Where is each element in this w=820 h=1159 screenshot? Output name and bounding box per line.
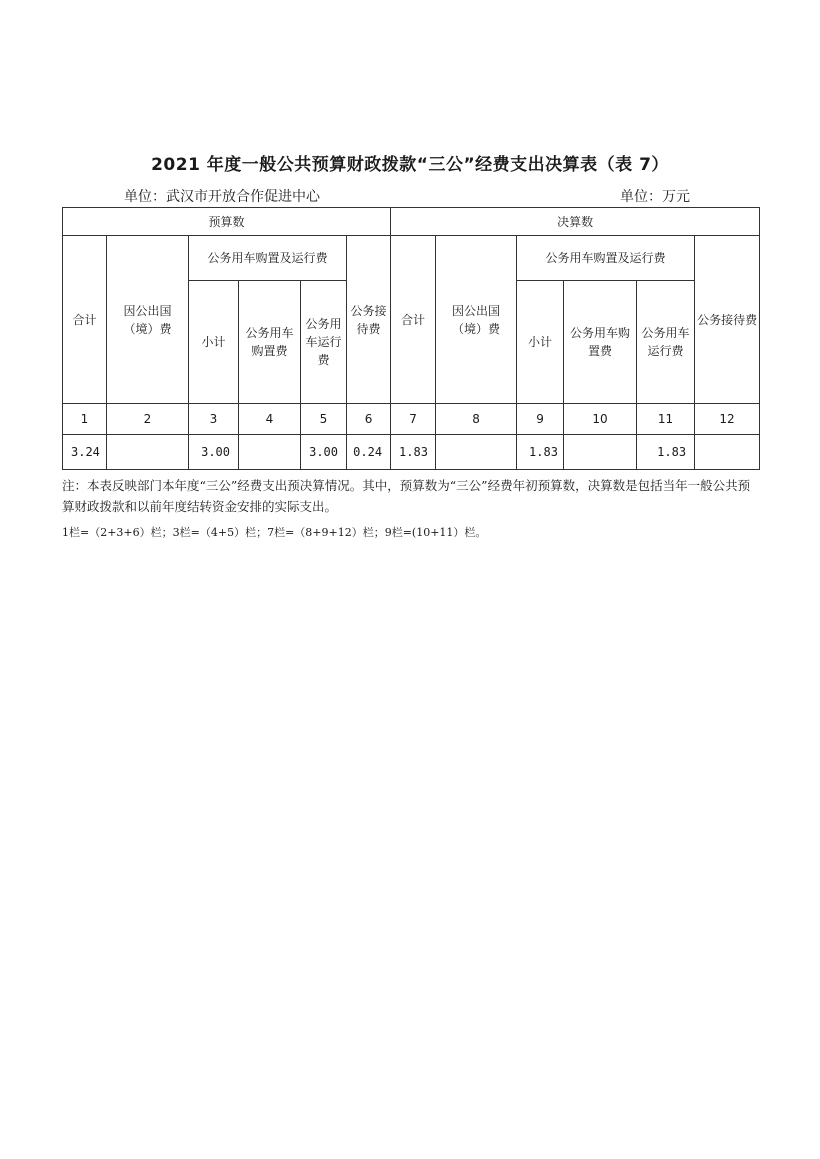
column-number: 3 (189, 404, 239, 435)
final-car-operation-header: 公务用车运行费 (637, 281, 695, 404)
final-group-header: 决算数 (391, 208, 760, 236)
table-row (63, 435, 760, 470)
budget-car-operation-header: 公务用车运行费 (301, 281, 347, 404)
budget-subtotal-header: 小计 (189, 281, 239, 404)
table-note: 注：本表反映部门本年度“三公”经费支出预决算情况。其中，预算数为“三公”经费年初预算数，决算数是包括当年一般公共预算财政拨款和以前年度结转资金安排的实际支出。 (62, 478, 751, 514)
final-reception-value (695, 435, 760, 470)
column-number: 9 (517, 404, 564, 435)
budget-car-group-header: 公务用车购置及运行费 (189, 236, 347, 281)
page-title: 2021 年度一般公共预算财政拨款“三公”经费支出决算表（表 7） (151, 155, 669, 175)
three-public-expenses-table (62, 207, 760, 470)
column-number-row (63, 404, 760, 435)
budget-car-operation-value: 3.00 (301, 435, 347, 470)
budget-car-purchase-header: 公务用车购置费 (239, 281, 301, 404)
column-number: 5 (301, 404, 347, 435)
final-car-purchase-header: 公务用车购置费 (564, 281, 637, 404)
column-formula: 1栏=（2+3+6）栏；3栏=（4+5）栏；7栏=（8+9+12）栏；9栏=(10+11）栏。 (62, 526, 487, 539)
final-reception-header: 公务接待费 (695, 236, 760, 404)
final-car-purchase-value (564, 435, 637, 470)
final-total-header: 合计 (391, 236, 436, 404)
column-number: 1 (63, 404, 107, 435)
budget-car-purchase-value (239, 435, 301, 470)
final-abroad-value (436, 435, 517, 470)
column-number: 7 (391, 404, 436, 435)
final-subtotal-value: 1.83 (517, 435, 564, 470)
budget-total-header: 合计 (63, 236, 107, 404)
budget-reception-value: 0.24 (347, 435, 391, 470)
column-number: 11 (637, 404, 695, 435)
budget-total-value: 3.24 (63, 435, 107, 470)
column-number: 2 (107, 404, 189, 435)
organization-unit: 单位：武汉市开放合作促进中心 (124, 189, 320, 205)
final-subtotal-header: 小计 (517, 281, 564, 404)
budget-reception-header: 公务接待费 (347, 236, 391, 404)
budget-subtotal-value: 3.00 (189, 435, 239, 470)
column-number: 8 (436, 404, 517, 435)
column-number: 4 (239, 404, 301, 435)
budget-group-header: 预算数 (63, 208, 391, 236)
final-total-value: 1.83 (391, 435, 436, 470)
final-car-group-header: 公务用车购置及运行费 (517, 236, 695, 281)
budget-abroad-value (107, 435, 189, 470)
column-number: 10 (564, 404, 637, 435)
column-number: 12 (695, 404, 760, 435)
column-number: 6 (347, 404, 391, 435)
final-car-operation-value: 1.83 (637, 435, 695, 470)
currency-unit: 单位：万元 (620, 189, 690, 205)
budget-abroad-header: 因公出国（境）费 (107, 236, 189, 404)
final-abroad-header: 因公出国（境）费 (436, 236, 517, 404)
